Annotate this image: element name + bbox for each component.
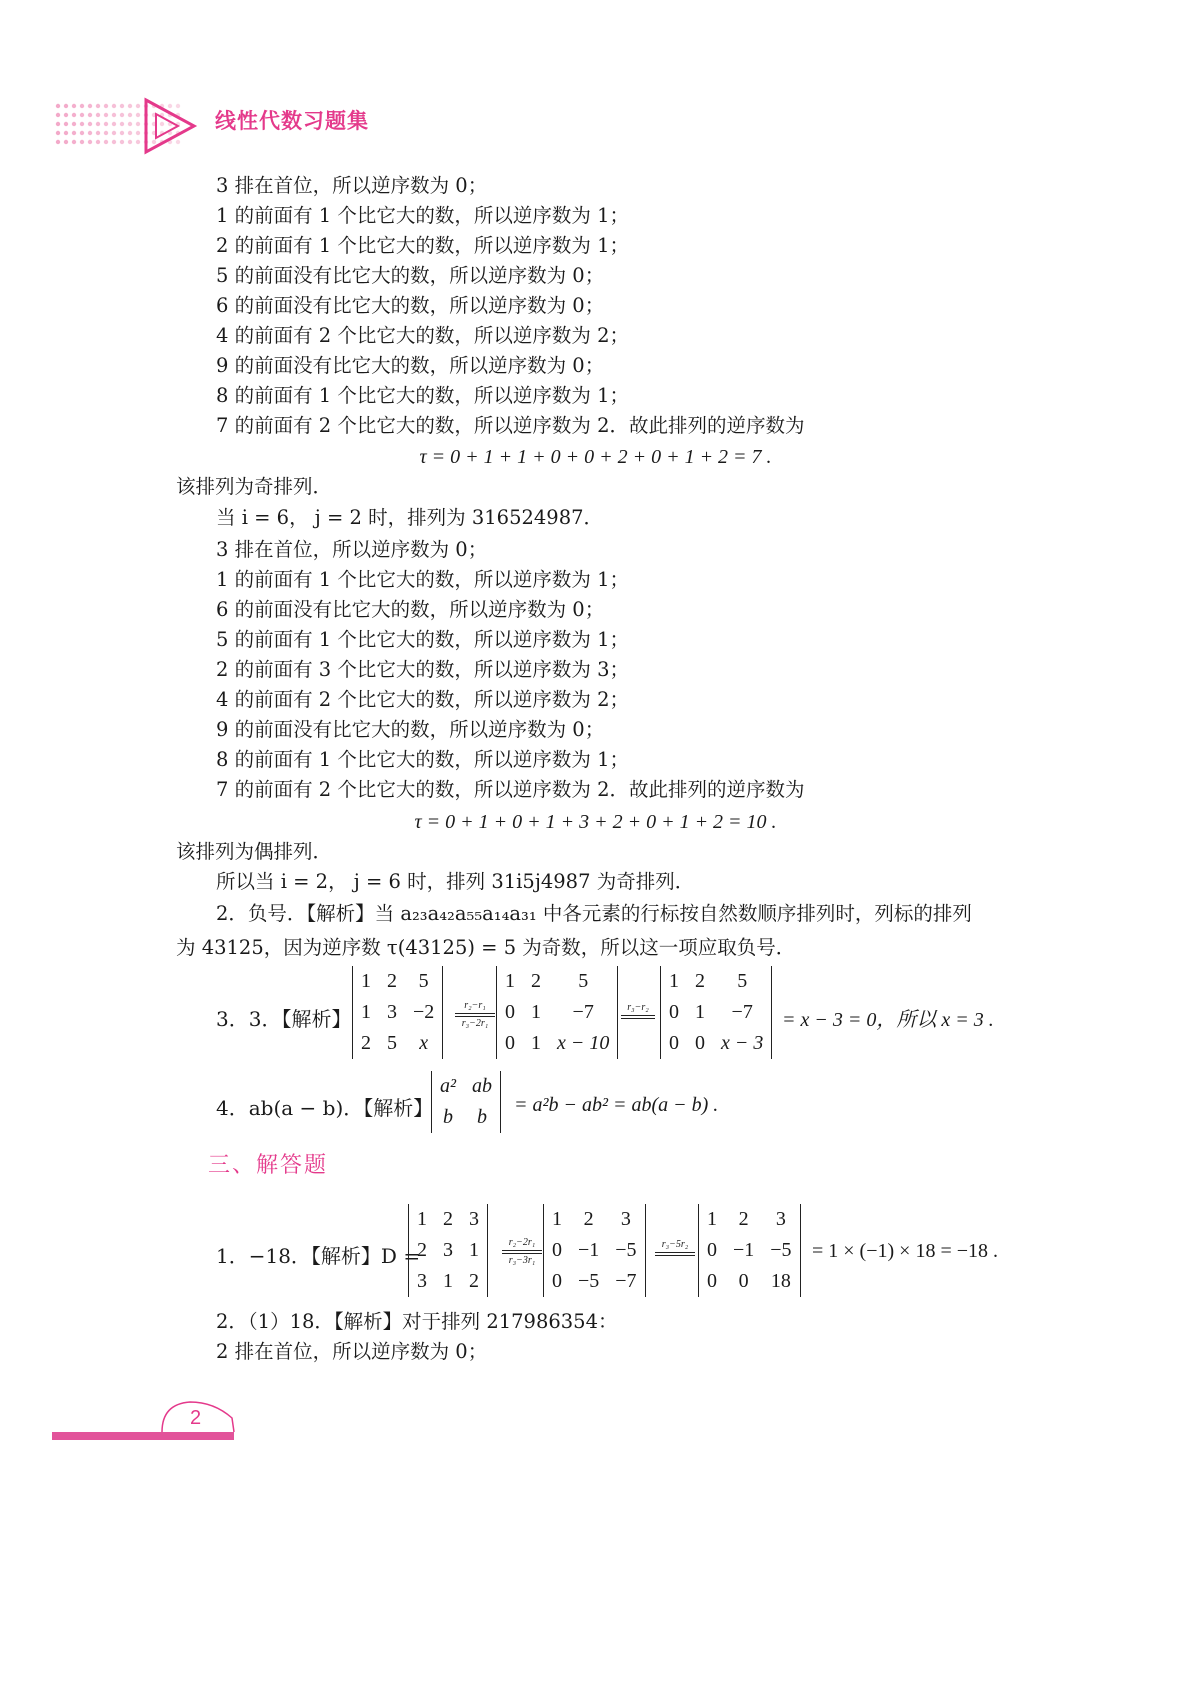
text-line: 7 的前面有 2 个比它大的数，所以逆序数为 2．故此排列的逆序数为 — [216, 778, 805, 801]
q3-row-operation-2: r₃−r₂ — [621, 1002, 655, 1020]
determinant-cell: 1 — [669, 970, 679, 992]
determinant-cell: 1 — [531, 1001, 541, 1023]
text-line: 8 的前面有 1 个比它大的数，所以逆序数为 1； — [216, 748, 630, 771]
text-line: 该排列为偶排列． — [176, 840, 333, 863]
determinant-cell: 3 — [387, 1001, 397, 1023]
page-number: 2 — [190, 1407, 202, 1429]
footer-page-tab — [52, 1390, 238, 1442]
determinant-cell: x − 3 — [721, 1032, 764, 1054]
q3-prefix: 3．3．【解析】 — [216, 1007, 352, 1031]
q4-determinant — [431, 1071, 501, 1133]
text-line: 2 的前面有 1 个比它大的数，所以逆序数为 1； — [216, 234, 630, 257]
header-title: 线性代数习题集 — [215, 109, 369, 133]
determinant-cell: b — [443, 1106, 453, 1128]
s1-determinant-3 — [698, 1204, 801, 1297]
text-line: 为 43125，因为逆序数 τ(43125) = 5 为奇数，所以这一项应取负号． — [176, 936, 796, 959]
determinant-cell: 2 — [387, 970, 397, 992]
determinant-cell: 1 — [552, 1208, 562, 1230]
text-line: 2．（1）18．【解析】对于排列 217986354： — [216, 1310, 618, 1333]
formula-line: τ = 0 + 1 + 1 + 0 + 0 + 2 + 0 + 1 + 2 = 7 . — [419, 446, 772, 468]
determinant-cell: 0 — [738, 1270, 749, 1292]
determinant-cell: 2 — [417, 1239, 427, 1261]
determinant-cell: −7 — [615, 1270, 637, 1292]
text-line: 6 的前面没有比它大的数，所以逆序数为 0； — [216, 294, 605, 317]
text-line: 所以当 i = 2， j = 6 时，排列 31i5j4987 为奇排列． — [216, 870, 695, 893]
text-line: 2 的前面有 3 个比它大的数，所以逆序数为 3； — [216, 658, 630, 681]
determinant-cell: 0 — [552, 1270, 562, 1292]
determinant-cell: −5 — [578, 1270, 600, 1292]
text-line: 8 的前面有 1 个比它大的数，所以逆序数为 1； — [216, 384, 630, 407]
determinant-cell: 3 — [620, 1208, 631, 1230]
text-line: 5 的前面有 1 个比它大的数，所以逆序数为 1； — [216, 628, 630, 651]
text-line: 该排列为奇排列． — [176, 475, 333, 498]
q4-result: = a²b − ab² = ab(a − b) . — [514, 1094, 719, 1116]
determinant-cell: 0 — [552, 1239, 562, 1261]
determinant-cell: x − 10 — [557, 1032, 610, 1054]
determinant-cell: 0 — [707, 1270, 717, 1292]
determinant-cell: −1 — [578, 1239, 600, 1261]
determinant-cell: 2 — [531, 970, 541, 992]
determinant-cell: −5 — [770, 1239, 792, 1261]
section-title: 三、解答题 — [208, 1153, 329, 1178]
determinant-cell: −1 — [733, 1239, 755, 1261]
q3-determinant-3 — [660, 966, 772, 1059]
text-line: 4 的前面有 2 个比它大的数，所以逆序数为 2； — [216, 324, 630, 347]
text-line: 3 排在首位，所以逆序数为 0； — [216, 538, 488, 561]
determinant-cell: 2 — [695, 970, 705, 992]
determinant-cell: 1 — [469, 1239, 479, 1261]
determinant-cell: 2 — [583, 1208, 594, 1230]
s1-determinant-2 — [543, 1204, 646, 1297]
determinant-cell: b — [477, 1106, 487, 1128]
text-line: 3 排在首位，所以逆序数为 0； — [216, 174, 488, 197]
q3-result: = x − 3 = 0，所以 x = 3 . — [782, 1009, 994, 1031]
s1-prefix: 1．−18．【解析】D = — [216, 1244, 421, 1268]
determinant-cell: 1 — [695, 1001, 705, 1023]
text-line: 7 的前面有 2 个比它大的数，所以逆序数为 2．故此排列的逆序数为 — [216, 414, 805, 437]
s1-row-operation-2: r₃−5r₂ — [655, 1239, 695, 1257]
determinant-cell: 5 — [387, 1032, 397, 1054]
determinant-cell: 1 — [361, 970, 371, 992]
determinant-cell: a² — [440, 1075, 456, 1097]
s1-result: = 1 × (−1) × 18 = −18 . — [812, 1240, 998, 1262]
text-line: 6 的前面没有比它大的数，所以逆序数为 0； — [216, 598, 605, 621]
text-line: 4 的前面有 2 个比它大的数，所以逆序数为 2； — [216, 688, 630, 711]
determinant-cell: 1 — [505, 970, 515, 992]
formula-line: τ = 0 + 1 + 0 + 1 + 3 + 2 + 0 + 1 + 2 = 10 . — [414, 811, 777, 833]
q4-prefix: 4．ab(a − b)．【解析】 — [216, 1096, 434, 1120]
determinant-cell: 0 — [669, 1032, 679, 1054]
s1-row-operation-1: r₂−2r₁ r₃−3r₁ — [502, 1237, 542, 1267]
determinant-cell: 3 — [469, 1208, 479, 1230]
determinant-cell: 1 — [707, 1208, 717, 1230]
determinant-cell: −7 — [572, 1001, 594, 1023]
determinant-cell: x — [419, 1032, 429, 1054]
determinant-cell: 3 — [443, 1239, 453, 1261]
q3-determinant-1 — [352, 966, 443, 1059]
determinant-cell: 5 — [578, 970, 589, 992]
text-line: 2 排在首位，所以逆序数为 0； — [216, 1340, 488, 1363]
determinant-cell: 3 — [775, 1208, 786, 1230]
determinant-cell: 0 — [695, 1032, 705, 1054]
determinant-cell: 2 — [361, 1032, 371, 1054]
determinant-cell: 0 — [707, 1239, 717, 1261]
determinant-cell: 0 — [505, 1032, 515, 1054]
text-line: 5 的前面没有比它大的数，所以逆序数为 0； — [216, 264, 605, 287]
text-line: 2．负号．【解析】当 a₂₃a₄₂a₅₅a₁₄a₃₁ 中各元素的行标按自然数顺序排列时，列标的排列 — [216, 902, 972, 925]
determinant-cell: 1 — [361, 1001, 371, 1023]
determinant-cell: 1 — [531, 1032, 541, 1054]
determinant-cell: 5 — [737, 970, 748, 992]
determinant-cell: 2 — [738, 1208, 749, 1230]
determinant-cell: 2 — [469, 1270, 479, 1292]
header-triangle-logo — [140, 96, 200, 156]
text-line: 当 i = 6， j = 2 时，排列为 316524987． — [216, 506, 604, 529]
q3-row-operation-1: r₂−r₁ r₃−2r₁ — [455, 1000, 495, 1030]
determinant-cell: 1 — [443, 1270, 453, 1292]
text-line: 1 的前面有 1 个比它大的数，所以逆序数为 1； — [216, 204, 630, 227]
determinant-cell: 1 — [417, 1208, 427, 1230]
text-line: 9 的前面没有比它大的数，所以逆序数为 0； — [216, 354, 605, 377]
determinant-cell: ab — [472, 1075, 492, 1097]
determinant-cell: 5 — [418, 970, 429, 992]
determinant-cell: 18 — [770, 1270, 791, 1292]
determinant-cell: 0 — [669, 1001, 679, 1023]
s1-determinant-1 — [408, 1204, 488, 1297]
text-line: 9 的前面没有比它大的数，所以逆序数为 0； — [216, 718, 605, 741]
determinant-cell: 2 — [443, 1208, 453, 1230]
q3-determinant-2 — [496, 966, 618, 1059]
determinant-cell: 3 — [417, 1270, 427, 1292]
determinant-cell: −5 — [615, 1239, 637, 1261]
determinant-cell: −7 — [731, 1001, 753, 1023]
determinant-cell: 0 — [505, 1001, 515, 1023]
determinant-cell: −2 — [413, 1001, 435, 1023]
text-line: 1 的前面有 1 个比它大的数，所以逆序数为 1； — [216, 568, 630, 591]
